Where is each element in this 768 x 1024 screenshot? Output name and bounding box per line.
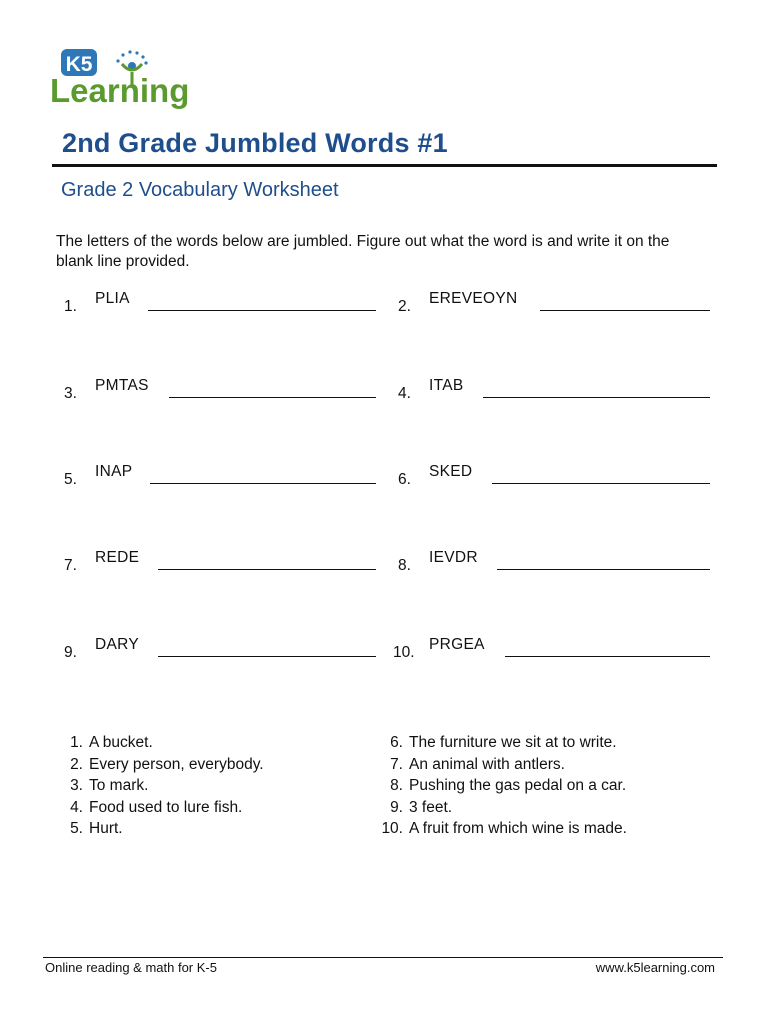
clue-item: [70, 754, 264, 776]
clue-number: 7.: [390, 755, 403, 773]
clue-text: Every person, everybody.: [89, 755, 264, 773]
question-item: [64, 463, 376, 487]
question-number: 7.: [64, 557, 77, 574]
question-item: [398, 463, 710, 487]
answer-line[interactable]: [497, 569, 710, 570]
answer-line[interactable]: [492, 483, 710, 484]
question-number: 5.: [64, 471, 77, 488]
jumbled-word: REDE: [95, 549, 140, 566]
question-item: [398, 290, 710, 314]
clue-item: [390, 775, 627, 797]
clues-list-right: [381, 732, 627, 840]
clue-text: Food used to lure fish.: [89, 798, 243, 816]
clue-text: The furniture we sit at to write.: [409, 734, 617, 751]
question-number: 9.: [64, 644, 77, 661]
question-number: 2.: [398, 298, 411, 315]
logo-graphic: [46, 46, 191, 114]
clue-text: Hurt.: [89, 820, 123, 837]
answer-line[interactable]: [540, 310, 710, 311]
footer-tagline: Online reading & math for K-5: [45, 960, 217, 975]
jumbled-word: PLIA: [95, 290, 130, 307]
footer-divider: [43, 957, 723, 958]
clue-number: 6.: [390, 734, 403, 751]
jumbled-word: SKED: [429, 463, 473, 480]
jumbled-word: PMTAS: [95, 377, 149, 394]
question-item: [64, 549, 376, 573]
clue-number: 9.: [390, 798, 403, 816]
jumbled-word: IEVDR: [429, 549, 478, 566]
clue-item: [390, 797, 627, 819]
question-number: 3.: [64, 385, 77, 402]
clue-item: [70, 732, 264, 754]
clue-item: [70, 775, 264, 797]
answer-line[interactable]: [148, 310, 376, 311]
clue-number: 4.: [70, 798, 83, 816]
question-number: 1.: [64, 298, 77, 315]
answer-line[interactable]: [158, 569, 376, 570]
question-item: [64, 290, 376, 314]
question-number: 4.: [398, 385, 411, 402]
question-number: 8.: [398, 557, 411, 574]
question-item: [398, 377, 710, 401]
title-divider: [52, 164, 717, 167]
clue-number: 10.: [381, 820, 403, 837]
clue-item: [390, 732, 627, 754]
clue-text: To mark.: [89, 777, 149, 794]
question-item: [64, 636, 376, 660]
jumbled-word: ITAB: [429, 377, 464, 394]
clue-number: 3.: [70, 777, 83, 794]
clue-text: A fruit from which wine is made.: [409, 820, 627, 837]
answer-line[interactable]: [505, 656, 710, 657]
clue-text: Pushing the gas pedal on a car.: [409, 777, 627, 794]
instructions: The letters of the words below are jumbled. Figure out what the word is and write it on the blank line provided.: [56, 233, 670, 270]
jumbled-word: INAP: [95, 463, 133, 480]
clue-item: [70, 797, 264, 819]
clue-item: [381, 818, 627, 840]
clue-number: 2.: [70, 755, 83, 773]
clue-item: [390, 754, 627, 776]
answer-line[interactable]: [169, 397, 376, 398]
question-number: 10.: [393, 644, 415, 661]
answer-line[interactable]: [150, 483, 376, 484]
question-item: [393, 636, 710, 660]
clues-list-left: [70, 732, 264, 840]
jumbled-word: PRGEA: [429, 636, 485, 653]
answer-line[interactable]: [483, 397, 710, 398]
jumbled-word: EREVEOYN: [429, 290, 518, 307]
clue-text: 3 feet.: [409, 798, 453, 816]
page-title: 2nd Grade Jumbled Words #1: [62, 128, 448, 158]
clue-item: [70, 818, 264, 840]
clue-text: A bucket.: [89, 734, 153, 751]
logo-badge-text: K5: [65, 53, 93, 76]
answer-line[interactable]: [158, 656, 376, 657]
clue-text: An animal with antlers.: [409, 755, 565, 773]
question-number: 6.: [398, 471, 411, 488]
logo-wordmark: Learning: [50, 72, 190, 109]
question-item: [398, 549, 710, 573]
clue-number: 1.: [70, 734, 83, 751]
k5-learning-logo: [46, 46, 191, 114]
clue-number: 8.: [390, 777, 403, 794]
clue-number: 5.: [70, 820, 83, 837]
jumbled-word: DARY: [95, 636, 139, 653]
question-item: [64, 377, 376, 401]
footer-website-link[interactable]: www.k5learning.com: [595, 960, 715, 975]
page-subtitle: Grade 2 Vocabulary Worksheet: [61, 179, 339, 201]
